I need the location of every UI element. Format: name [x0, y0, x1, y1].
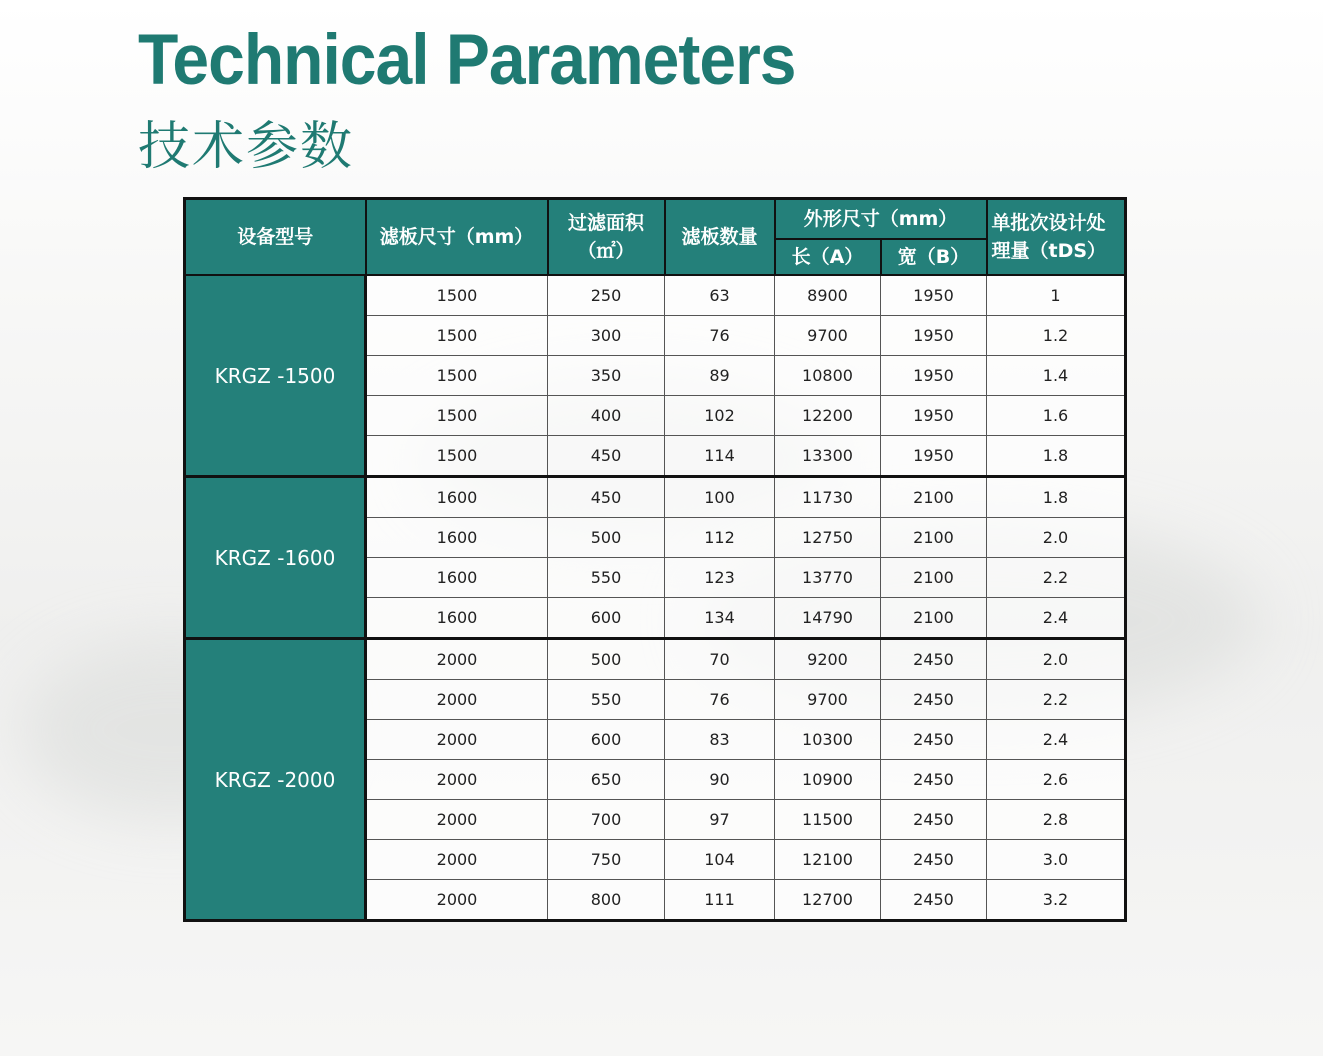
cell-plate-size: 2000	[366, 720, 548, 760]
header-plate-count: 滤板数量	[665, 199, 775, 276]
cell-plate-count: 76	[665, 316, 775, 356]
cell-width: 1950	[881, 275, 987, 316]
cell-plate-count: 134	[665, 598, 775, 639]
header-width: 宽（B）	[881, 239, 987, 275]
cell-width: 2450	[881, 840, 987, 880]
cell-plate-count: 76	[665, 680, 775, 720]
cell-filter-area: 700	[548, 800, 665, 840]
cell-length: 12700	[775, 880, 881, 921]
cell-capacity: 3.0	[987, 840, 1126, 880]
cell-capacity: 3.2	[987, 880, 1126, 921]
cell-plate-count: 111	[665, 880, 775, 921]
cell-length: 10900	[775, 760, 881, 800]
cell-plate-size: 1500	[366, 356, 548, 396]
cell-filter-area: 500	[548, 639, 665, 680]
cell-plate-size: 1600	[366, 558, 548, 598]
cell-capacity: 2.6	[987, 760, 1126, 800]
cell-length: 9700	[775, 680, 881, 720]
cell-plate-count: 63	[665, 275, 775, 316]
cell-plate-count: 83	[665, 720, 775, 760]
cell-width: 2100	[881, 477, 987, 518]
cell-plate-size: 2000	[366, 800, 548, 840]
cell-width: 2100	[881, 558, 987, 598]
cell-plate-count: 123	[665, 558, 775, 598]
model-cell: KRGZ -1500	[185, 275, 366, 477]
cell-plate-count: 89	[665, 356, 775, 396]
header-capacity-line2: 理量（tDS）	[991, 240, 1107, 262]
cell-width: 1950	[881, 316, 987, 356]
cell-length: 12200	[775, 396, 881, 436]
cell-filter-area: 800	[548, 880, 665, 921]
cell-plate-size: 2000	[366, 639, 548, 680]
cell-filter-area: 550	[548, 558, 665, 598]
cell-capacity: 2.8	[987, 800, 1126, 840]
cell-filter-area: 350	[548, 356, 665, 396]
cell-plate-size: 2000	[366, 760, 548, 800]
model-cell: KRGZ -1600	[185, 477, 366, 639]
table-body	[185, 275, 1126, 921]
cell-width: 2450	[881, 720, 987, 760]
cell-capacity: 2.2	[987, 558, 1126, 598]
cell-filter-area: 250	[548, 275, 665, 316]
header-outline-dimensions: 外形尺寸（mm）	[775, 199, 987, 240]
header-filter-area	[548, 199, 665, 276]
cell-plate-size: 1500	[366, 436, 548, 477]
cell-plate-count: 90	[665, 760, 775, 800]
cell-width: 1950	[881, 356, 987, 396]
cell-capacity: 2.4	[987, 720, 1126, 760]
cell-filter-area: 550	[548, 680, 665, 720]
page-subtitle: 技术参数	[138, 117, 355, 177]
cell-capacity: 2.2	[987, 680, 1126, 720]
cell-plate-count: 70	[665, 639, 775, 680]
cell-length: 10300	[775, 720, 881, 760]
parameters-table	[183, 197, 1127, 922]
cell-filter-area: 450	[548, 436, 665, 477]
cell-plate-count: 102	[665, 396, 775, 436]
cell-width: 2100	[881, 598, 987, 639]
cell-capacity: 1.4	[987, 356, 1126, 396]
cell-width: 2100	[881, 518, 987, 558]
cell-plate-size: 1500	[366, 275, 548, 316]
cell-length: 8900	[775, 275, 881, 316]
header-plate-size: 滤板尺寸（mm）	[366, 199, 548, 276]
cell-filter-area: 650	[548, 760, 665, 800]
cell-capacity: 1.8	[987, 477, 1126, 518]
cell-length: 13300	[775, 436, 881, 477]
cell-filter-area: 400	[548, 396, 665, 436]
cell-width: 2450	[881, 880, 987, 921]
cell-filter-area: 300	[548, 316, 665, 356]
cell-filter-area: 600	[548, 720, 665, 760]
cell-plate-count: 114	[665, 436, 775, 477]
table-row	[185, 639, 1126, 680]
cell-plate-count: 100	[665, 477, 775, 518]
cell-capacity: 1.6	[987, 396, 1126, 436]
cell-plate-size: 1500	[366, 316, 548, 356]
cell-filter-area: 750	[548, 840, 665, 880]
cell-capacity: 1.8	[987, 436, 1126, 477]
header-model: 设备型号	[185, 199, 366, 276]
cell-width: 1950	[881, 436, 987, 477]
header-capacity-line1: 单批次设计处	[991, 212, 1106, 234]
cell-width: 2450	[881, 680, 987, 720]
cell-filter-area: 600	[548, 598, 665, 639]
cell-plate-count: 97	[665, 800, 775, 840]
page-title: Technical Parameters	[138, 19, 796, 99]
cell-length: 10800	[775, 356, 881, 396]
table-row	[185, 477, 1126, 518]
cell-capacity: 1	[987, 275, 1126, 316]
cell-length: 12100	[775, 840, 881, 880]
cell-capacity: 2.4	[987, 598, 1126, 639]
cell-width: 2450	[881, 760, 987, 800]
header-filter-area-line2: （㎡）	[577, 240, 635, 262]
model-cell: KRGZ -2000	[185, 639, 366, 921]
cell-plate-size: 1500	[366, 396, 548, 436]
cell-filter-area: 450	[548, 477, 665, 518]
header-length: 长（A）	[775, 239, 881, 275]
cell-length: 11730	[775, 477, 881, 518]
cell-length: 13770	[775, 558, 881, 598]
cell-length: 9700	[775, 316, 881, 356]
cell-plate-count: 104	[665, 840, 775, 880]
cell-capacity: 1.2	[987, 316, 1126, 356]
cell-plate-size: 2000	[366, 880, 548, 921]
cell-plate-size: 2000	[366, 840, 548, 880]
cell-length: 11500	[775, 800, 881, 840]
cell-plate-size: 2000	[366, 680, 548, 720]
cell-length: 14790	[775, 598, 881, 639]
cell-plate-size: 1600	[366, 518, 548, 558]
cell-width: 1950	[881, 396, 987, 436]
cell-capacity: 2.0	[987, 518, 1126, 558]
table-row	[185, 275, 1126, 316]
header-filter-area-line1: 过滤面积	[567, 212, 644, 234]
cell-capacity: 2.0	[987, 639, 1126, 680]
cell-length: 9200	[775, 639, 881, 680]
cell-filter-area: 500	[548, 518, 665, 558]
cell-length: 12750	[775, 518, 881, 558]
cell-plate-size: 1600	[366, 477, 548, 518]
header-capacity	[987, 199, 1126, 276]
cell-width: 2450	[881, 639, 987, 680]
cell-plate-count: 112	[665, 518, 775, 558]
cell-width: 2450	[881, 800, 987, 840]
cell-plate-size: 1600	[366, 598, 548, 639]
